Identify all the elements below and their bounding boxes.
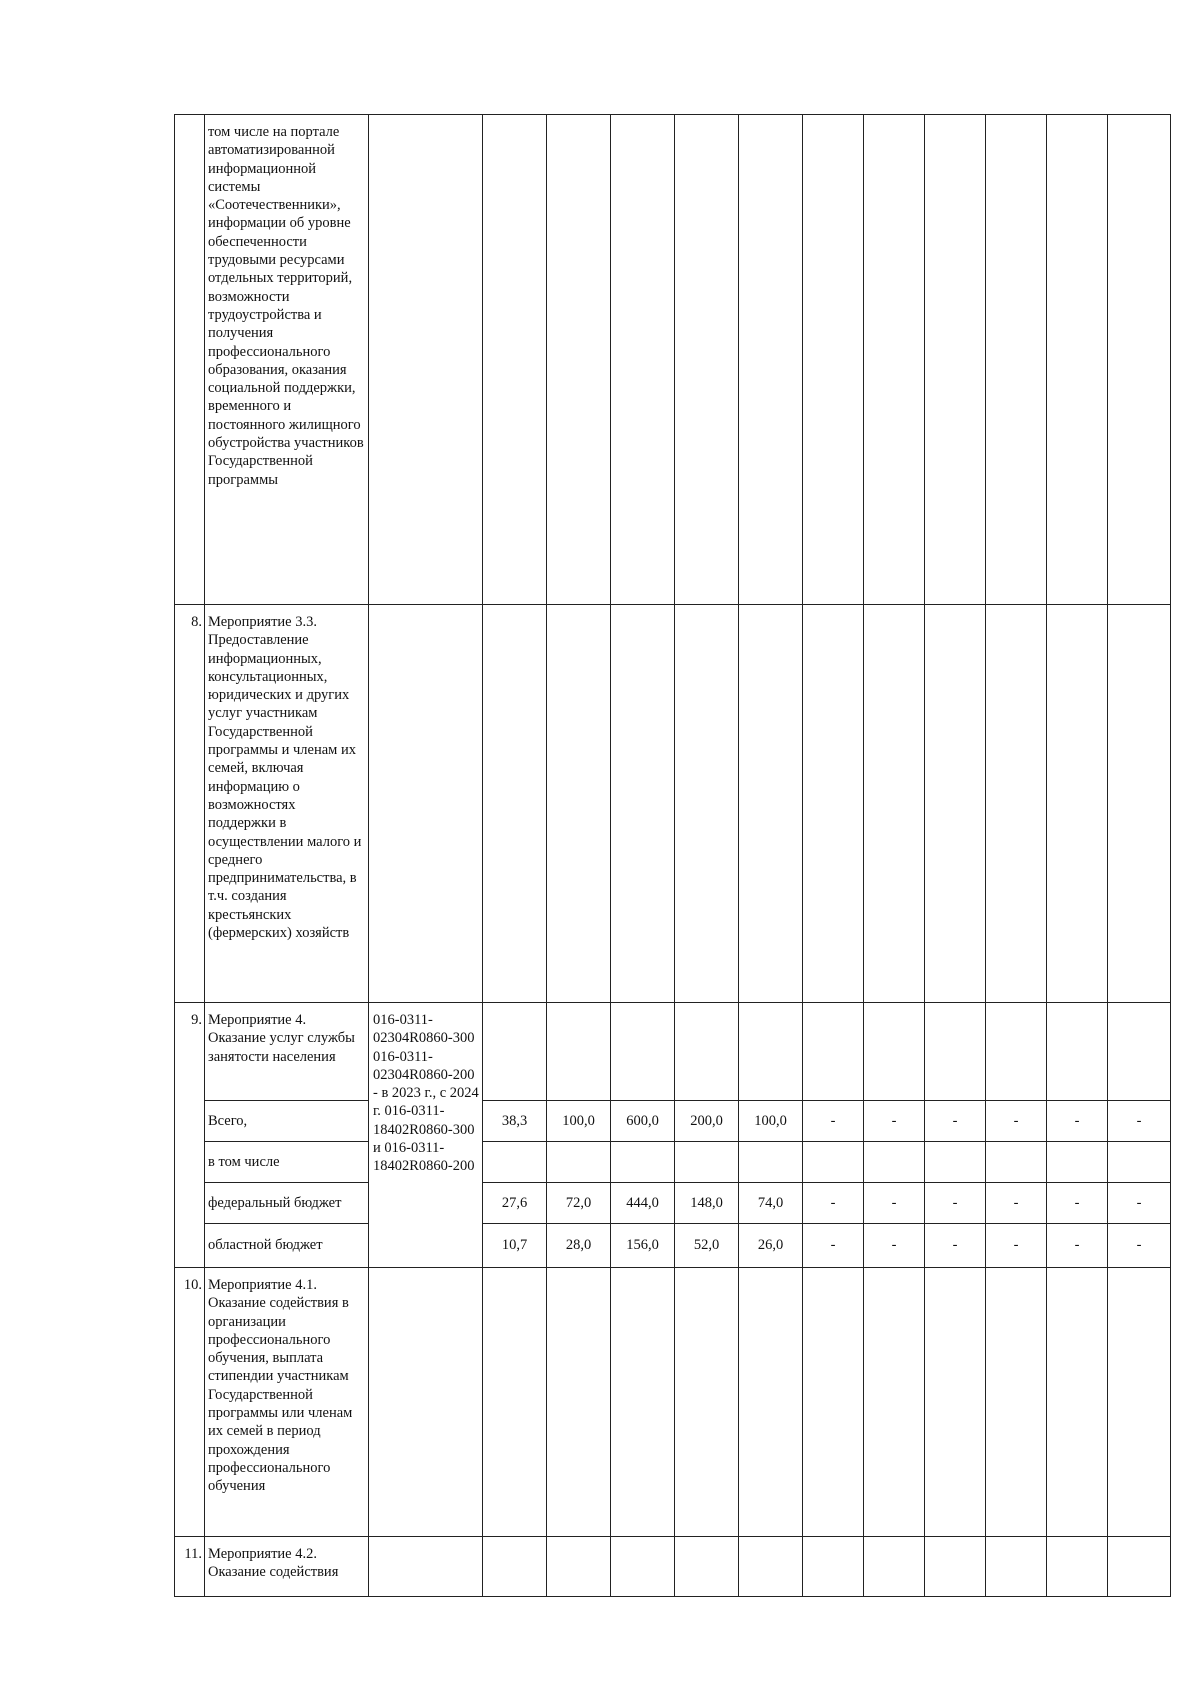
row-description: Мероприятие 3.3. Предоставление информационных, консультационных, юридических и других услуг участникам Государственной программы и членам их семей, включая информацию о возможностях поддержки в осуществлении малого и среднего предпринимательства, в т.ч. создания крестьянских (фермерских) хозяйств <box>205 605 369 1003</box>
value-cell: 27,6 <box>483 1183 547 1224</box>
value-cell: - <box>986 1101 1047 1142</box>
value-cell <box>739 1268 803 1537</box>
budget-code-cell <box>369 115 483 605</box>
row-number: 8. <box>175 605 205 1003</box>
value-cell <box>1047 115 1108 605</box>
table-row-9-regional <box>175 1224 1171 1268</box>
table-row-9-including <box>175 1142 1171 1183</box>
value-cell <box>803 1537 864 1597</box>
value-cell <box>864 1537 925 1597</box>
value-cell <box>739 1142 803 1183</box>
value-cell <box>1108 1537 1171 1597</box>
budget-code-cell <box>369 1268 483 1537</box>
value-cell: - <box>864 1101 925 1142</box>
value-cell: - <box>1047 1183 1108 1224</box>
value-cell <box>803 115 864 605</box>
value-cell: - <box>803 1224 864 1268</box>
value-cell <box>675 1268 739 1537</box>
value-cell: 10,7 <box>483 1224 547 1268</box>
value-cell <box>986 1537 1047 1597</box>
value-cell: - <box>986 1183 1047 1224</box>
value-cell: - <box>803 1101 864 1142</box>
value-cell <box>1047 1268 1108 1537</box>
funding-source-label: Всего, <box>205 1101 369 1142</box>
value-cell: 28,0 <box>547 1224 611 1268</box>
value-cell <box>675 1537 739 1597</box>
value-cell: - <box>925 1101 986 1142</box>
row-number: 9. <box>175 1003 205 1268</box>
value-cell <box>611 1142 675 1183</box>
value-cell: 200,0 <box>675 1101 739 1142</box>
value-cell <box>1047 1142 1108 1183</box>
budget-code-cell <box>369 605 483 1003</box>
value-cell <box>483 1268 547 1537</box>
value-cell: 52,0 <box>675 1224 739 1268</box>
value-cell <box>1108 115 1171 605</box>
value-cell <box>864 1003 925 1101</box>
value-cell: 100,0 <box>739 1101 803 1142</box>
value-cell <box>925 1142 986 1183</box>
table-row-11 <box>175 1537 1171 1597</box>
value-cell <box>547 605 611 1003</box>
funding-table <box>174 114 1171 1597</box>
row-description: Мероприятие 4.2. Оказание содействия <box>205 1537 369 1597</box>
value-cell <box>739 1003 803 1101</box>
value-cell <box>1108 1003 1171 1101</box>
value-cell <box>1047 1003 1108 1101</box>
value-cell <box>1108 1142 1171 1183</box>
value-cell <box>864 605 925 1003</box>
budget-code: 016-0311-02304R0860-300 016-0311-02304R0860-200 - в 2023 г., с 2024 г. 016-0311-18402R0860-300 и 016-0311-18402R0860-200 <box>369 1003 483 1268</box>
budget-code-cell <box>369 1537 483 1597</box>
value-cell <box>1047 605 1108 1003</box>
value-cell <box>864 1142 925 1183</box>
value-cell <box>483 605 547 1003</box>
table-row-10 <box>175 1268 1171 1537</box>
value-cell <box>547 115 611 605</box>
value-cell: 72,0 <box>547 1183 611 1224</box>
row-description: Мероприятие 4.1. Оказание содействия в организации профессионального обучения, выплата стипендии участникам Государственной программы или членам их семей в период прохождения профессионального обучения <box>205 1268 369 1537</box>
value-cell <box>611 1268 675 1537</box>
value-cell: 600,0 <box>611 1101 675 1142</box>
value-cell <box>483 1537 547 1597</box>
value-cell <box>675 1003 739 1101</box>
value-cell <box>675 1142 739 1183</box>
funding-source-label: федеральный бюджет <box>205 1183 369 1224</box>
value-cell <box>925 1003 986 1101</box>
table-row-9-federal <box>175 1183 1171 1224</box>
value-cell <box>675 115 739 605</box>
table-row-8 <box>175 605 1171 1003</box>
row-description: том числе на портале автоматизированной информационной системы «Соотечественники», информации об уровне обеспеченности трудовыми ресурсами отдельных территорий, возможности трудоустройства и получения профессионального образования, оказания социальной поддержки, временного и постоянного жилищного обустройства участников Государственной программы <box>205 115 369 605</box>
value-cell: 148,0 <box>675 1183 739 1224</box>
value-cell <box>739 605 803 1003</box>
row-number: 10. <box>175 1268 205 1537</box>
value-cell <box>925 115 986 605</box>
value-cell: 26,0 <box>739 1224 803 1268</box>
value-cell: - <box>803 1183 864 1224</box>
value-cell <box>986 1142 1047 1183</box>
value-cell <box>925 1268 986 1537</box>
value-cell <box>547 1003 611 1101</box>
value-cell <box>864 1268 925 1537</box>
value-cell <box>1108 605 1171 1003</box>
table-row-9-total <box>175 1101 1171 1142</box>
value-cell: - <box>925 1224 986 1268</box>
value-cell <box>483 1003 547 1101</box>
row-number-cell <box>175 115 205 605</box>
row-description: Мероприятие 4. Оказание услуг службы занятости населения <box>205 1003 369 1101</box>
value-cell <box>803 605 864 1003</box>
value-cell <box>739 115 803 605</box>
value-cell: 38,3 <box>483 1101 547 1142</box>
value-cell: 156,0 <box>611 1224 675 1268</box>
value-cell: - <box>1047 1101 1108 1142</box>
value-cell <box>986 605 1047 1003</box>
row-number: 11. <box>175 1537 205 1597</box>
value-cell <box>1108 1268 1171 1537</box>
value-cell <box>547 1142 611 1183</box>
value-cell <box>547 1537 611 1597</box>
value-cell: - <box>986 1224 1047 1268</box>
value-cell: 444,0 <box>611 1183 675 1224</box>
funding-source-label: в том числе <box>205 1142 369 1183</box>
value-cell: - <box>864 1224 925 1268</box>
value-cell <box>1047 1537 1108 1597</box>
table-row-7-continued <box>175 115 1171 605</box>
value-cell <box>986 1003 1047 1101</box>
table-row-9 <box>175 1003 1171 1101</box>
value-cell: - <box>1108 1224 1171 1268</box>
value-cell <box>925 605 986 1003</box>
value-cell: - <box>864 1183 925 1224</box>
value-cell: 74,0 <box>739 1183 803 1224</box>
value-cell <box>547 1268 611 1537</box>
value-cell: - <box>925 1183 986 1224</box>
value-cell <box>611 1003 675 1101</box>
value-cell <box>611 1537 675 1597</box>
value-cell: - <box>1108 1101 1171 1142</box>
value-cell <box>803 1003 864 1101</box>
value-cell <box>675 605 739 1003</box>
value-cell <box>739 1537 803 1597</box>
value-cell <box>483 115 547 605</box>
value-cell <box>611 605 675 1003</box>
value-cell: - <box>1047 1224 1108 1268</box>
value-cell <box>986 115 1047 605</box>
funding-source-label: областной бюджет <box>205 1224 369 1268</box>
value-cell <box>803 1268 864 1537</box>
value-cell <box>611 115 675 605</box>
value-cell: 100,0 <box>547 1101 611 1142</box>
value-cell <box>925 1537 986 1597</box>
value-cell: - <box>1108 1183 1171 1224</box>
value-cell <box>986 1268 1047 1537</box>
value-cell <box>803 1142 864 1183</box>
value-cell <box>483 1142 547 1183</box>
value-cell <box>864 115 925 605</box>
